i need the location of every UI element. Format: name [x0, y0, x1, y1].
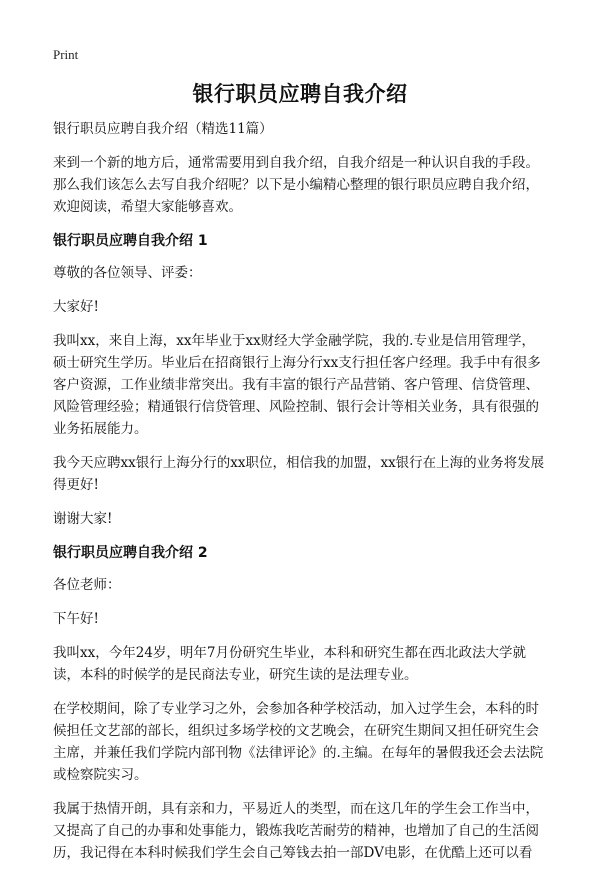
section-1-heading: 银行职员应聘自我介绍 1 [53, 233, 208, 249]
section-2-hello: 下午好! [53, 611, 99, 627]
section-2-greeting: 各位老师： [53, 577, 121, 593]
intro-paragraph: 来到一个新的地方后，通常需要用到自我介绍，自我介绍是一种认识自我的手段。那么我们该怎么去写自我介绍呢？以下是小编精心整理的银行职员应聘自我介绍，欢迎阅读，希望大家能够喜欢。 [53, 155, 539, 215]
section-1-hello: 大家好! [53, 299, 99, 315]
subtitle: 银行职员应聘自我介绍（精选11篇） [53, 121, 273, 137]
print-label: Print [53, 47, 79, 62]
section-1-greeting: 尊敬的各位领导、评委： [53, 265, 202, 281]
document-body [53, 78, 547, 876]
section-2-paragraph-2: 在学校期间，除了专业学习之外，会参加各种学校活动，加入过学生会，本科的时候担任文艺部的部长，组织过多场学校的文艺晚会，在研究生期间又担任研究生会主席，并兼任我们学院内部刊物《法律评论》的.主编。在每年的暑假我还会去法院或检察院实习。 [53, 701, 544, 783]
section-1-thanks: 谢谢大家! [53, 511, 113, 527]
section-1-paragraph-2: 我今天应聘xx银行上海分行的xx职位，相信我的加盟，xx银行在上海的业务将发展得更好! [53, 455, 545, 493]
page-title: 银行职员应聘自我介绍 [192, 82, 408, 106]
section-1-paragraph-1: 我叫xx，来自上海，xx年毕业于xx财经大学金融学院，我的.专业是信用管理学，硕士研究生学历。毕业后在招商银行上海分行xx支行担任客户经理。我手中有很多客户资源，工作业绩非常突出。我有丰富的银行产品营销、客户管理、信贷管理、风险管理经验；精通银行信贷管理、风险控制、银行会计等相关业务，具有很强的业务拓展能力。 [53, 333, 541, 437]
section-2-paragraph-1: 我叫xx，今年24岁，明年7月份研究生毕业，本科和研究生都在西北政法大学就读，本科的时候学的是民商法专业，研究生读的是法理专业。 [53, 645, 526, 683]
section-2-paragraph-3: 我属于热情开朗，具有亲和力，平易近人的类型，而在这几年的学生会工作当中，又提高了自己的办事和处事能力，锻炼我吃苦耐劳的精神，也增加了自己的生活阅历，我记得在本科时候我们学生会自己筹钱去拍一部DV电影，在优酷上还可以看 [53, 801, 539, 861]
section-2-heading: 银行职员应聘自我介绍 2 [53, 545, 208, 561]
